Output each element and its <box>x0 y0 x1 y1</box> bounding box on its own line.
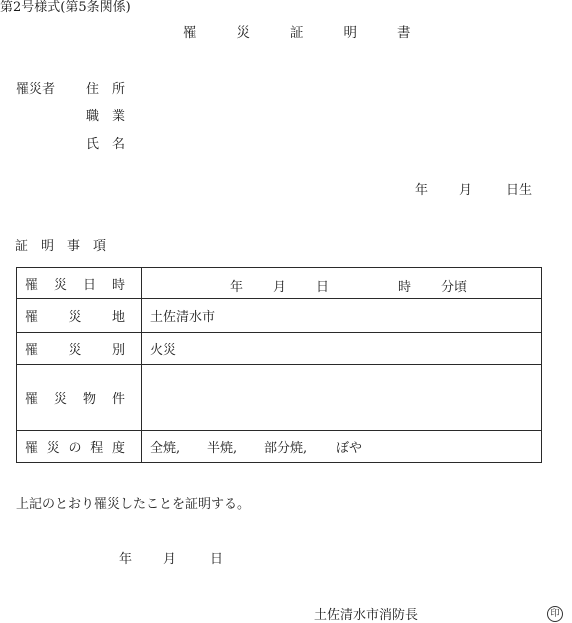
form-number: 第2号様式(第5条関係) <box>0 0 131 15</box>
degree-option-half[interactable]: 半焼, <box>207 441 238 456</box>
heading-char: 事 <box>67 239 81 254</box>
label-char: 災 <box>46 441 60 456</box>
title-char: 証 <box>290 25 304 41</box>
label-char: 度 <box>111 441 125 456</box>
label-char: 物 <box>82 392 96 407</box>
label-char: 程 <box>90 441 104 456</box>
victim-label: 罹災者 <box>16 82 56 97</box>
label-char: 罹 <box>25 392 39 407</box>
disaster-type-value[interactable]: 火災 <box>142 333 542 365</box>
table-row <box>17 365 542 431</box>
address-char: 住 <box>86 82 100 97</box>
certification-statement: 上記のとおり罹災したことを証明する。 <box>16 497 251 512</box>
label-char: 日 <box>82 277 96 293</box>
year-unit: 年 <box>230 280 244 295</box>
seal-icon: 印 <box>547 606 563 622</box>
disaster-type-label <box>17 333 142 365</box>
label-char: 災 <box>53 277 67 293</box>
datetime-label <box>17 268 142 299</box>
place-value[interactable]: 土佐清水市 <box>142 299 542 333</box>
label-char: 災 <box>68 310 82 325</box>
issue-year-unit: 年 <box>119 552 133 567</box>
occupation-label <box>86 110 125 123</box>
label-char: 罹 <box>25 310 39 325</box>
damage-degree-label <box>17 431 142 463</box>
datetime-value[interactable] <box>142 268 542 299</box>
document-title <box>183 27 411 41</box>
birth-year-unit: 年 <box>415 183 429 198</box>
address-char: 所 <box>112 82 126 97</box>
table-row <box>17 299 542 333</box>
table-row <box>17 268 542 299</box>
label-char: の <box>68 441 82 456</box>
label-char: 地 <box>111 310 125 325</box>
label-char: 別 <box>111 343 125 358</box>
degree-option-minor[interactable]: ぼや <box>336 441 363 456</box>
issue-month-unit: 月 <box>163 552 177 567</box>
heading-char: 明 <box>41 239 55 254</box>
label-char: 時 <box>111 277 125 293</box>
issue-date <box>119 553 223 566</box>
birth-date <box>415 184 532 197</box>
name-label <box>86 138 125 151</box>
title-char: 災 <box>236 25 250 41</box>
heading-char: 証 <box>15 239 29 254</box>
label-char: 災 <box>53 392 67 407</box>
birth-month-unit: 月 <box>459 183 473 198</box>
property-value[interactable] <box>142 365 542 431</box>
title-char: 明 <box>343 25 357 41</box>
certificate-table <box>16 267 542 463</box>
label-char: 災 <box>68 343 82 358</box>
label-char: 罹 <box>25 441 39 456</box>
title-char: 書 <box>397 25 411 41</box>
title-char: 罹 <box>183 25 197 41</box>
minute-unit: 分頃 <box>441 280 468 295</box>
label-char: 罹 <box>25 277 39 293</box>
place-label <box>17 299 142 333</box>
degree-option-partial[interactable]: 部分焼, <box>264 441 308 456</box>
day-unit: 日 <box>316 280 330 295</box>
heading-char: 項 <box>93 239 107 254</box>
occupation-char: 業 <box>112 109 126 124</box>
property-label <box>17 365 142 431</box>
damage-degree-value <box>142 431 542 463</box>
address-label <box>86 83 125 96</box>
certified-items-heading <box>15 240 106 253</box>
table-row <box>17 431 542 463</box>
month-unit: 月 <box>273 280 287 295</box>
birth-day-unit: 日生 <box>506 183 533 198</box>
degree-option-total[interactable]: 全焼, <box>150 441 181 456</box>
issue-day-unit: 日 <box>210 552 224 567</box>
label-char: 罹 <box>25 343 39 358</box>
label-char: 件 <box>111 392 125 407</box>
table-row <box>17 333 542 365</box>
occupation-char: 職 <box>86 109 100 124</box>
issuer-name: 土佐清水市消防長 <box>314 608 419 623</box>
hour-unit: 時 <box>398 280 412 295</box>
name-char: 名 <box>112 137 126 152</box>
name-char: 氏 <box>86 137 100 152</box>
